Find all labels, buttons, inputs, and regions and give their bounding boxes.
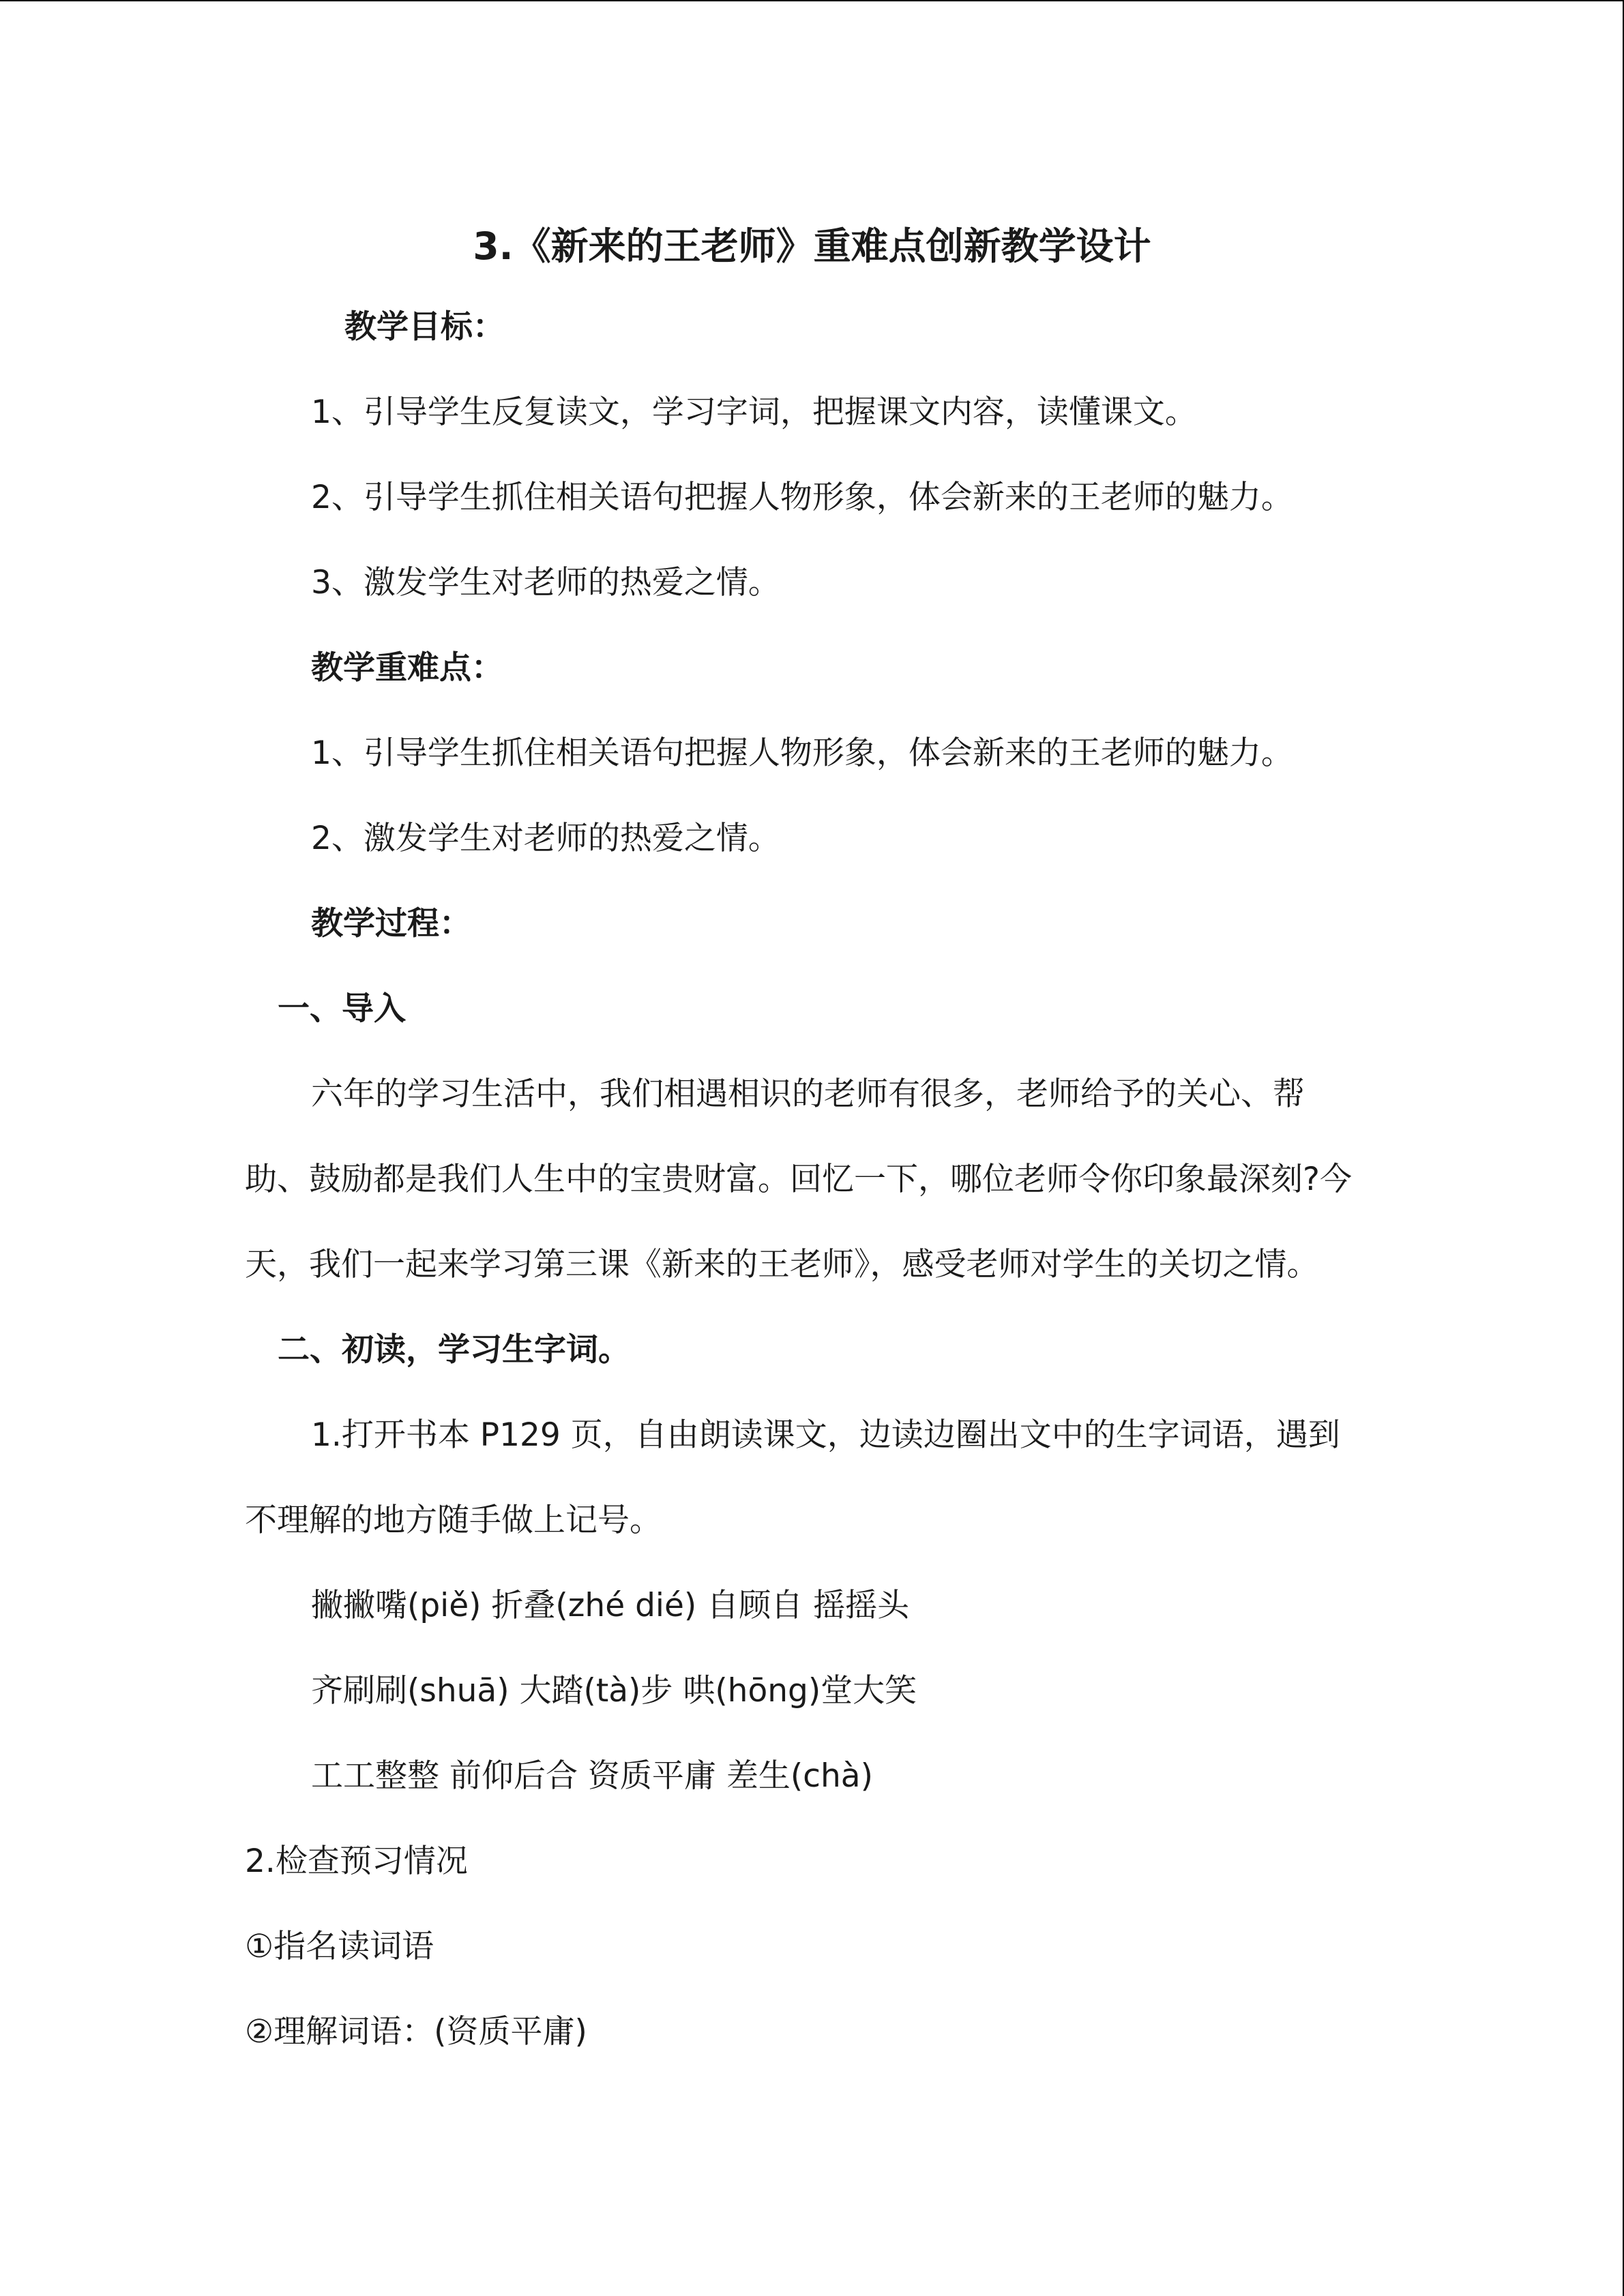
paragraph-line: 天，我们一起来学习第三课《新来的王老师》，感受老师对学生的关切之情。 [245,1246,1319,1283]
paragraph-line: 六年的学习生活中，我们相遇相识的老师有很多，老师给予的关心、帮 [311,1075,1305,1113]
step-item: ②理解词语：(资质平庸) [245,2013,587,2051]
key-point-item: 1、引导学生抓住相关语句把握人物形象，体会新来的王老师的魅力。 [311,734,1293,772]
objective-item: 2、引导学生抓住相关语句把握人物形象，体会新来的王老师的魅力。 [311,479,1293,516]
paragraph-line: 1.打开书本 P129 页，自由朗读课文，边读边圈出文中的生字词语，遇到 [311,1416,1340,1454]
objective-item: 1、引导学生反复读文，学习字词，把握课文内容，读懂课文。 [311,393,1197,431]
paragraph-line: 不理解的地方随手做上记号。 [245,1502,662,1539]
key-point-item: 2、激发学生对老师的热爱之情。 [311,820,780,857]
heading-teaching-process: 教学过程： [311,905,471,942]
section-heading-introduction: 一、导入 [278,990,406,1028]
section-heading-first-reading: 二、初读，学习生字词。 [278,1331,630,1369]
vocabulary-line: 齐刷刷(shuā) 大踏(tà)步 哄(hōng)堂大笑 [311,1672,917,1710]
vocabulary-line: 撇撇嘴(piě) 折叠(zhé dié) 自顾自 摇摇头 [311,1587,910,1624]
heading-teaching-objectives: 教学目标： [344,308,505,346]
document-title: 3.《新来的王老师》重难点创新教学设计 [473,224,1151,268]
heading-key-points: 教学重难点： [311,649,503,687]
step-heading: 2.检查预习情况 [245,1843,468,1880]
paragraph-line: 助、鼓励都是我们人生中的宝贵财富。回忆一下，哪位老师令你印象最深刻?今 [245,1161,1352,1198]
vocabulary-line: 工工整整 前仰后合 资质平庸 差生(chà) [311,1757,873,1795]
objective-item: 3、激发学生对老师的热爱之情。 [311,564,780,601]
step-item: ①指名读词语 [245,1928,434,1965]
